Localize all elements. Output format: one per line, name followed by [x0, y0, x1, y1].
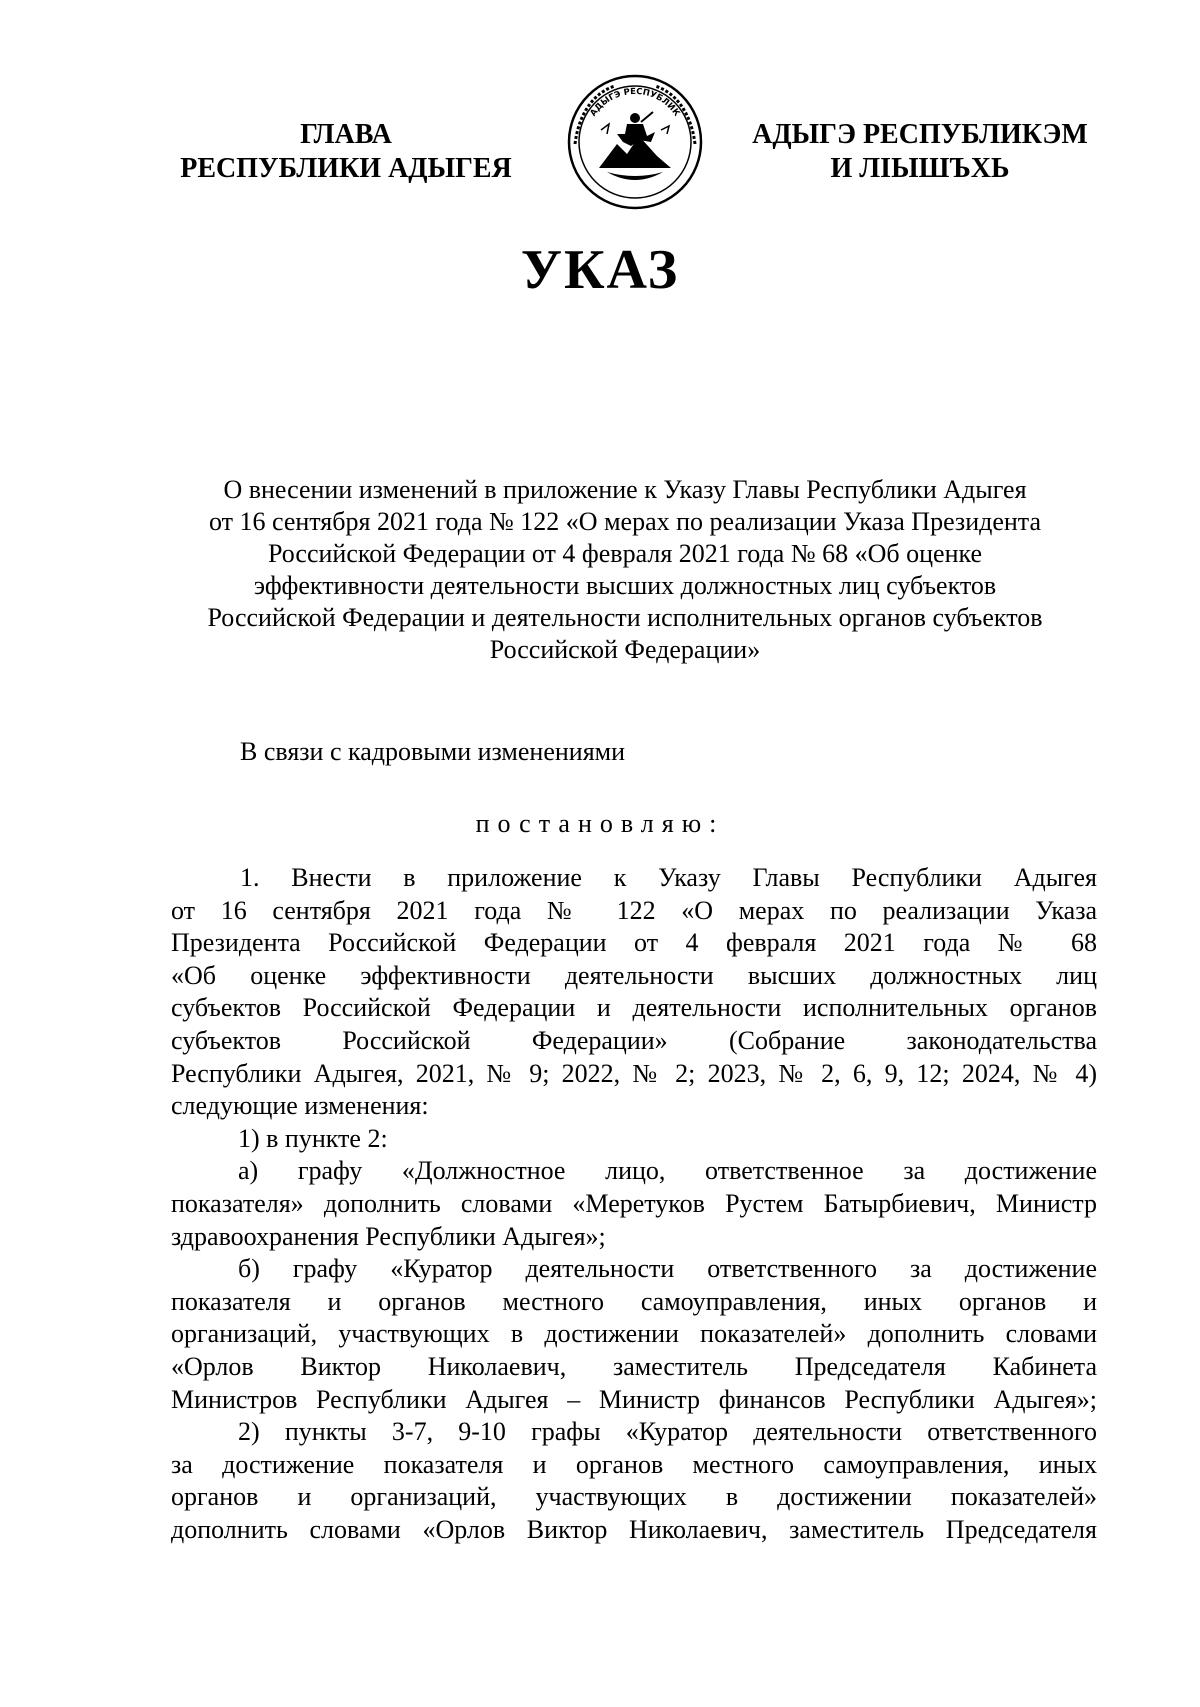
body-line: показателя» дополнить словами «Меретуков Рустем Батырбиевич, Министр — [171, 1188, 1097, 1218]
body-line: субъектов Российской Федерации и деятельности исполнительных органов — [171, 993, 1097, 1023]
body-line: Министров Республики Адыгея – Министр финансов Республики Адыгея»; — [171, 1384, 1097, 1414]
subject-line: Российской Федерации и деятельности исполнительных органов субъектов — [207, 603, 1043, 632]
body-line: «Орлов Виктор Николаевич, заместитель Председателя Кабинета — [171, 1351, 1097, 1381]
issuer-title-russian — [160, 118, 532, 186]
body-line: Республики Адыгея, 2021, № 9; 2022, № 2; 2023, № 2, 6, 9, 12; 2024, № 4) — [171, 1058, 1097, 1088]
document-body — [171, 862, 1097, 1546]
preamble: В связи с кадровыми изменениями — [240, 737, 626, 766]
subject-line: Российской Федерации» — [489, 635, 761, 664]
subject-line: эффективности деятельности высших должностных лиц субъектов — [253, 571, 997, 600]
body-line: органов и организаций, участвующих в достижении показателей» — [171, 1482, 1097, 1512]
body-line: за достижение показателя и органов местного самоуправления, иных — [171, 1449, 1097, 1479]
issuer-title-line: И ЛІЫШЪХЬ — [830, 153, 1010, 184]
body-line: показателя и органов местного самоуправления, иных органов и — [171, 1286, 1097, 1316]
coat-of-arms-adygea-icon — [565, 72, 705, 212]
document-type: УКАЗ — [520, 239, 680, 301]
body-line: здравоохранения Республики Адыгея»; — [171, 1221, 606, 1251]
body-line: 1) в пункте 2: — [238, 1123, 388, 1153]
body-line: дополнить словами «Орлов Виктор Николаевич, заместитель Председателя — [171, 1514, 1097, 1544]
subject-line: Российской Федерации от 4 февраля 2021 года № 68 «Об оценке — [267, 539, 983, 568]
issuer-title-adyghe — [742, 118, 1098, 186]
body-line: Президента Российской Федерации от 4 февраля 2021 года № 68 — [171, 928, 1097, 958]
body-line: субъектов Российской Федерации» (Собрание законодательства — [171, 1025, 1097, 1055]
decree-word: постановляю: — [475, 809, 725, 838]
body-line: организаций, участвующих в достижении показателей» дополнить словами — [171, 1319, 1097, 1349]
body-line: б) графу «Куратор деятельности ответственного за достижение — [238, 1254, 1097, 1284]
issuer-title-line: РЕСПУБЛИКИ АДЫГЕЯ — [180, 153, 512, 184]
subject-line: от 16 сентября 2021 года № 122 «О мерах по реализации Указа Президента — [208, 507, 1042, 536]
document-subject — [150, 474, 1100, 666]
body-line: от 16 сентября 2021 года № 122 «О мерах по реализации Указа — [171, 895, 1097, 925]
subject-line: О внесении изменений в приложение к Указу Главы Республики Адыгея — [223, 475, 1027, 504]
issuer-title-line: ГЛАВА — [300, 119, 392, 150]
body-line: 2) пункты 3-7, 9-10 графы «Куратор деятельности ответственного — [238, 1417, 1097, 1447]
body-line: 1. Внести в приложение к Указу Главы Республики Адыгея — [240, 863, 1097, 892]
issuer-title-line: АДЫГЭ РЕСПУБЛИКЭМ — [752, 119, 1088, 150]
emblem-text-top: АДЫГЭ РЕСПУБЛИК — [588, 86, 682, 119]
body-line: следующие изменения: — [171, 1091, 429, 1121]
body-line: «Об оценке эффективности деятельности высших должностных лиц — [171, 960, 1097, 990]
body-line: а) графу «Должностное лицо, ответственное за достижение — [238, 1156, 1097, 1186]
